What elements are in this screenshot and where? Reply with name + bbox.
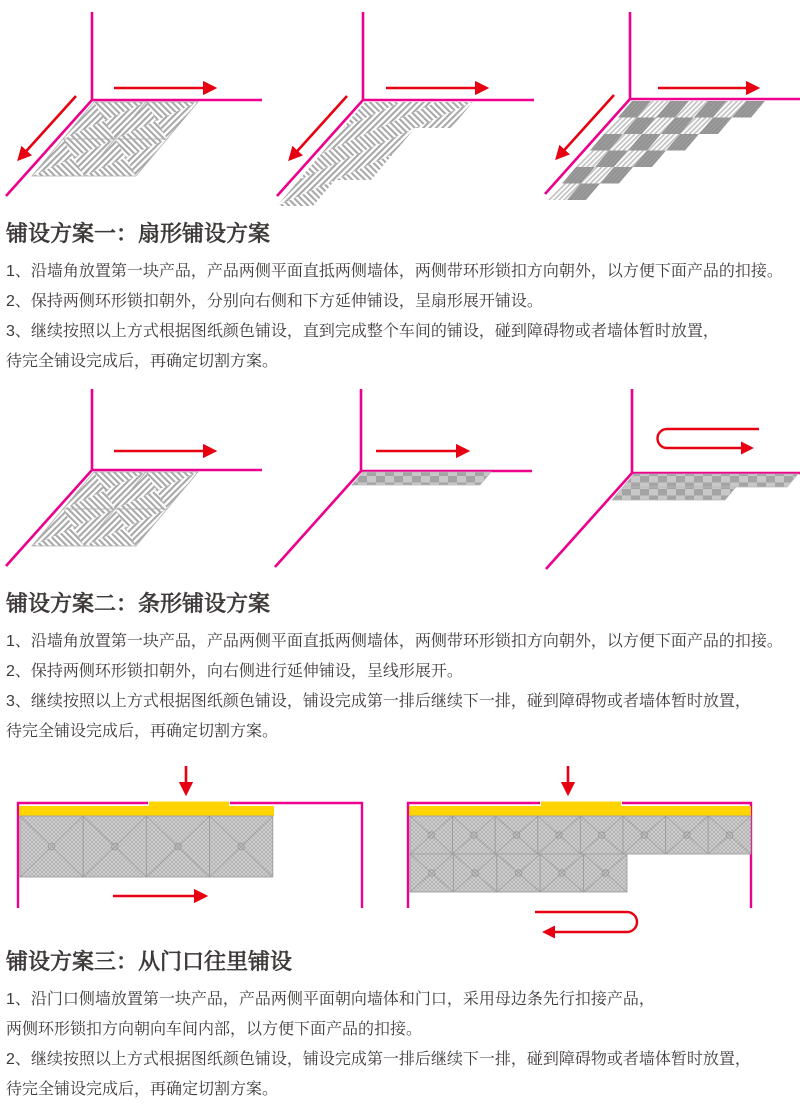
diagram-plan3-step2	[400, 760, 800, 945]
plan-3-line-2: 两侧环形锁扣方向朝向车间内部，以方便下面产品的扣接。	[6, 1021, 423, 1038]
plan-2-line-3: 3、继续按照以上方式根据图纸颜色铺设，铺设完成第一排后继续下一排，碰到障碍物或者墙体暂时放置，	[6, 693, 751, 710]
plan-3-line-4: 待完全铺设完成后，再确定切割方案。	[6, 1081, 279, 1098]
diagram-plan1-step1	[0, 8, 266, 218]
plan-2-line-2: 2、保持两侧环形锁扣朝外，向右侧进行延伸铺设，呈线形展开。	[6, 663, 463, 680]
diagram-plan2-step2	[268, 385, 534, 590]
plan-1-title: 铺设方案一：扇形铺设方案	[6, 221, 271, 246]
diagram-plan2-step1	[0, 385, 266, 590]
plan-1-line-2: 2、保持两侧环形锁扣朝外，分别向右侧和下方延伸铺设，呈扇形展开铺设。	[6, 293, 543, 310]
section-plan-3	[6, 945, 796, 1105]
plan-1-line-3: 3、继续按照以上方式根据图纸颜色铺设，直到完成整个车间的铺设，碰到障碍物或者墙体暂时放置，	[6, 323, 719, 340]
diagram-plan1-step3	[532, 8, 800, 218]
plan-3-line-1: 1、沿门口侧墙放置第一块产品，产品两侧平面朝向墙体和门口，采用母边条先行扣接产品，	[6, 991, 655, 1008]
diagram-plan3-step1	[0, 760, 400, 945]
plan-2-line-1: 1、沿墙角放置第一块产品，产品两侧平面直抵两侧墙体，两侧带环形锁扣方向朝外，以方便下面产品的扣接。	[6, 633, 783, 650]
plan-2-title: 铺设方案二：条形铺设方案	[6, 591, 271, 616]
diagram-plan1-step2	[268, 8, 534, 218]
section-plan-2	[6, 587, 796, 747]
plan-3-line-3: 2、继续按照以上方式根据图纸颜色铺设，铺设完成第一排后继续下一排，碰到障碍物或者墙体暂时放置，	[6, 1051, 751, 1068]
plan-1-line-4: 待完全铺设完成后，再确定切割方案。	[6, 353, 279, 370]
diagram-plan2-step3	[532, 385, 800, 590]
section-plan-1	[6, 217, 796, 377]
plan-1-line-1: 1、沿墙角放置第一块产品，产品两侧平面直抵两侧墙体，两侧带环形锁扣方向朝外，以方便下面产品的扣接。	[6, 263, 783, 280]
plan-2-line-4: 待完全铺设完成后，再确定切割方案。	[6, 723, 279, 740]
plan-3-title: 铺设方案三：从门口往里铺设	[6, 949, 293, 974]
